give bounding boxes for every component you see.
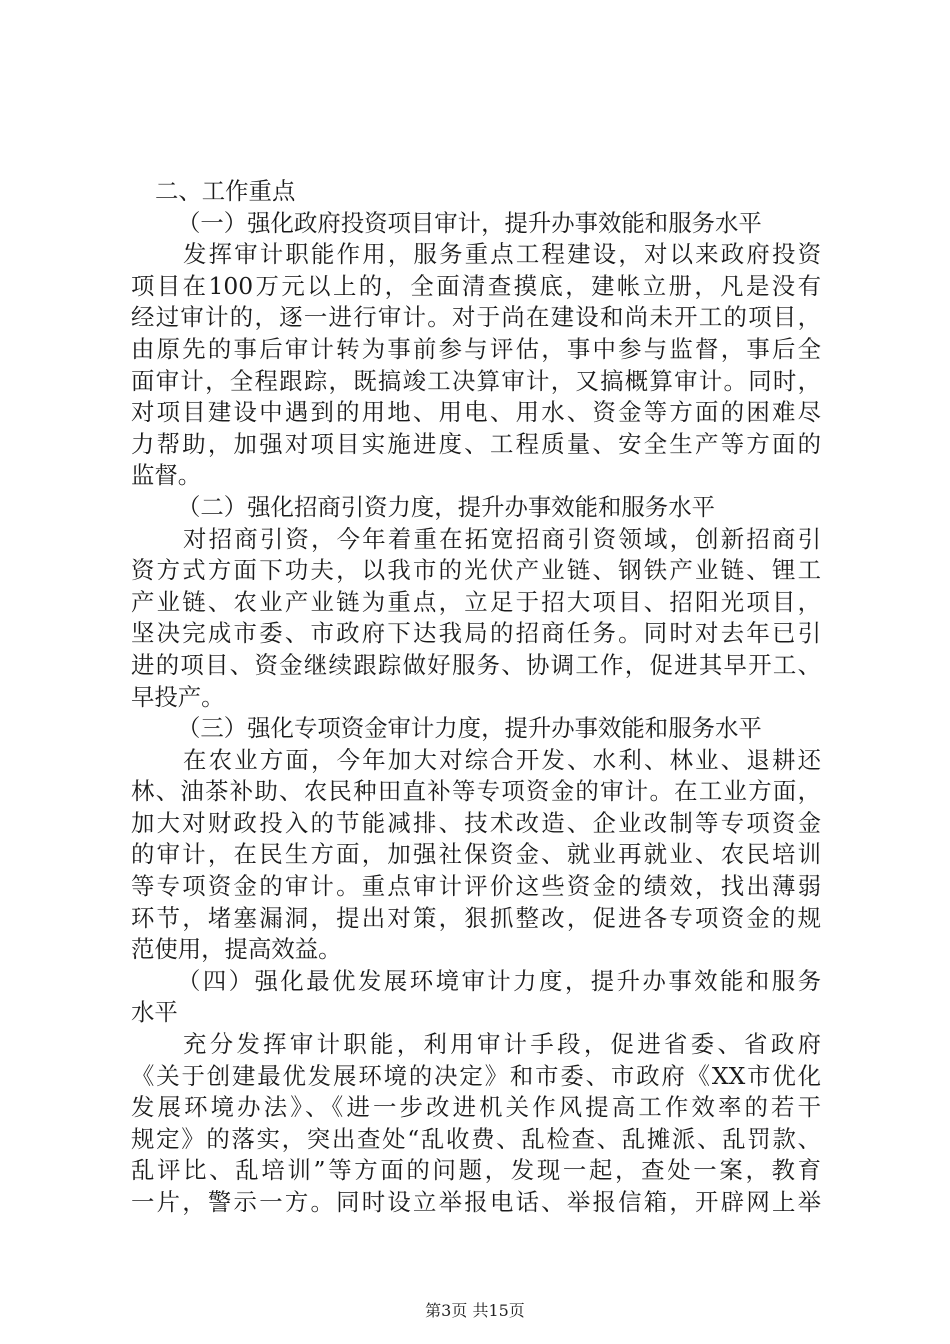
subsection-heading-2: （二）强化招商引资力度，提升办事效能和服务水平 bbox=[177, 492, 715, 521]
paragraph-line: 发展环境办法》、《进一步改进机关作风提高工作效率的若干 bbox=[131, 1093, 821, 1122]
paragraph-line: 加大对财政投入的节能减排、技术改造、企业改制等专项资金 bbox=[131, 808, 821, 837]
subsection-heading-1: （一）强化政府投资项目审计，提升办事效能和服务水平 bbox=[177, 208, 762, 237]
paragraph-line: 坚决完成市委、市政府下达我局的招商任务。同时对去年已引 bbox=[131, 619, 821, 648]
paragraph-line: 的审计，在民生方面，加强社保资金、就业再就业、农民培训 bbox=[131, 840, 821, 869]
paragraph-line: 等专项资金的审计。重点审计评价这些资金的绩效，找出薄弱 bbox=[131, 872, 821, 901]
paragraph-line: 面审计，全程跟踪，既搞竣工决算审计，又搞概算审计。同时， bbox=[131, 366, 821, 395]
paragraph-line: 项目在100万元以上的，全面清查摸底，建帐立册，凡是没有 bbox=[131, 271, 821, 300]
paragraph-line: 林、油茶补助、农民种田直补等专项资金的审计。在工业方面， bbox=[131, 777, 821, 806]
paragraph-line: 监督。 bbox=[131, 461, 202, 490]
paragraph-line: 进的项目、资金继续跟踪做好服务、协调工作，促进其早开工、 bbox=[131, 650, 821, 679]
section-heading: 二、工作重点 bbox=[155, 177, 296, 205]
paragraph-line: 对项目建设中遇到的用地、用电、用水、资金等方面的困难尽 bbox=[131, 398, 821, 427]
page-number-footer: 第3页 共15页 bbox=[425, 1301, 525, 1320]
paragraph-line: 乱评比、乱培训”等方面的问题，发现一起，查处一案，教育 bbox=[131, 1156, 821, 1185]
document-body bbox=[131, 176, 821, 1219]
paragraph-line: 环节，堵塞漏洞，提出对策，狠抓整改，促进各专项资金的规 bbox=[131, 903, 821, 932]
paragraph-line: 经过审计的，逐一进行审计。对于尚在建设和尚未开工的项目， bbox=[131, 303, 821, 332]
paragraph-line: 充分发挥审计职能，利用审计手段，促进省委、省政府 bbox=[183, 1030, 821, 1059]
paragraph-line: 资方式方面下功夫，以我市的光伏产业链、钢铁产业链、锂工 bbox=[131, 556, 821, 585]
paragraph-line: 发挥审计职能作用，服务重点工程建设，对以来政府投资 bbox=[183, 240, 821, 269]
subsection-heading-4: （四）强化最优发展环境审计力度，提升办事效能和服务 bbox=[177, 966, 821, 995]
paragraph-line: 《关于创建最优发展环境的决定》和市委、市政府《XX市优化 bbox=[131, 1061, 821, 1090]
paragraph-line: 早投产。 bbox=[131, 682, 225, 711]
paragraph-line: 规定》的落实，突出查处“乱收费、乱检查、乱摊派、乱罚款、 bbox=[131, 1124, 821, 1153]
paragraph-line: 产业链、农业产业链为重点，立足于招大项目、招阳光项目， bbox=[131, 587, 821, 616]
paragraph-line: 在农业方面，今年加大对综合开发、水利、林业、退耕还 bbox=[183, 745, 821, 774]
paragraph-line: 一片，警示一方。同时设立举报电话、举报信箱，开辟网上举 bbox=[131, 1188, 821, 1216]
paragraph-line: 对招商引资，今年着重在拓宽招商引资领域，创新招商引 bbox=[183, 524, 821, 553]
paragraph-line: 力帮助，加强对项目实施进度、工程质量、安全生产等方面的 bbox=[131, 429, 821, 458]
paragraph-line: 由原先的事后审计转为事前参与评估，事中参与监督，事后全 bbox=[131, 334, 821, 363]
paragraph-line: 范使用，提高效益。 bbox=[131, 935, 342, 964]
subsection-heading-3: （三）强化专项资金审计力度，提升办事效能和服务水平 bbox=[177, 714, 762, 743]
subsection-heading-4-continued: 水平 bbox=[131, 998, 178, 1027]
